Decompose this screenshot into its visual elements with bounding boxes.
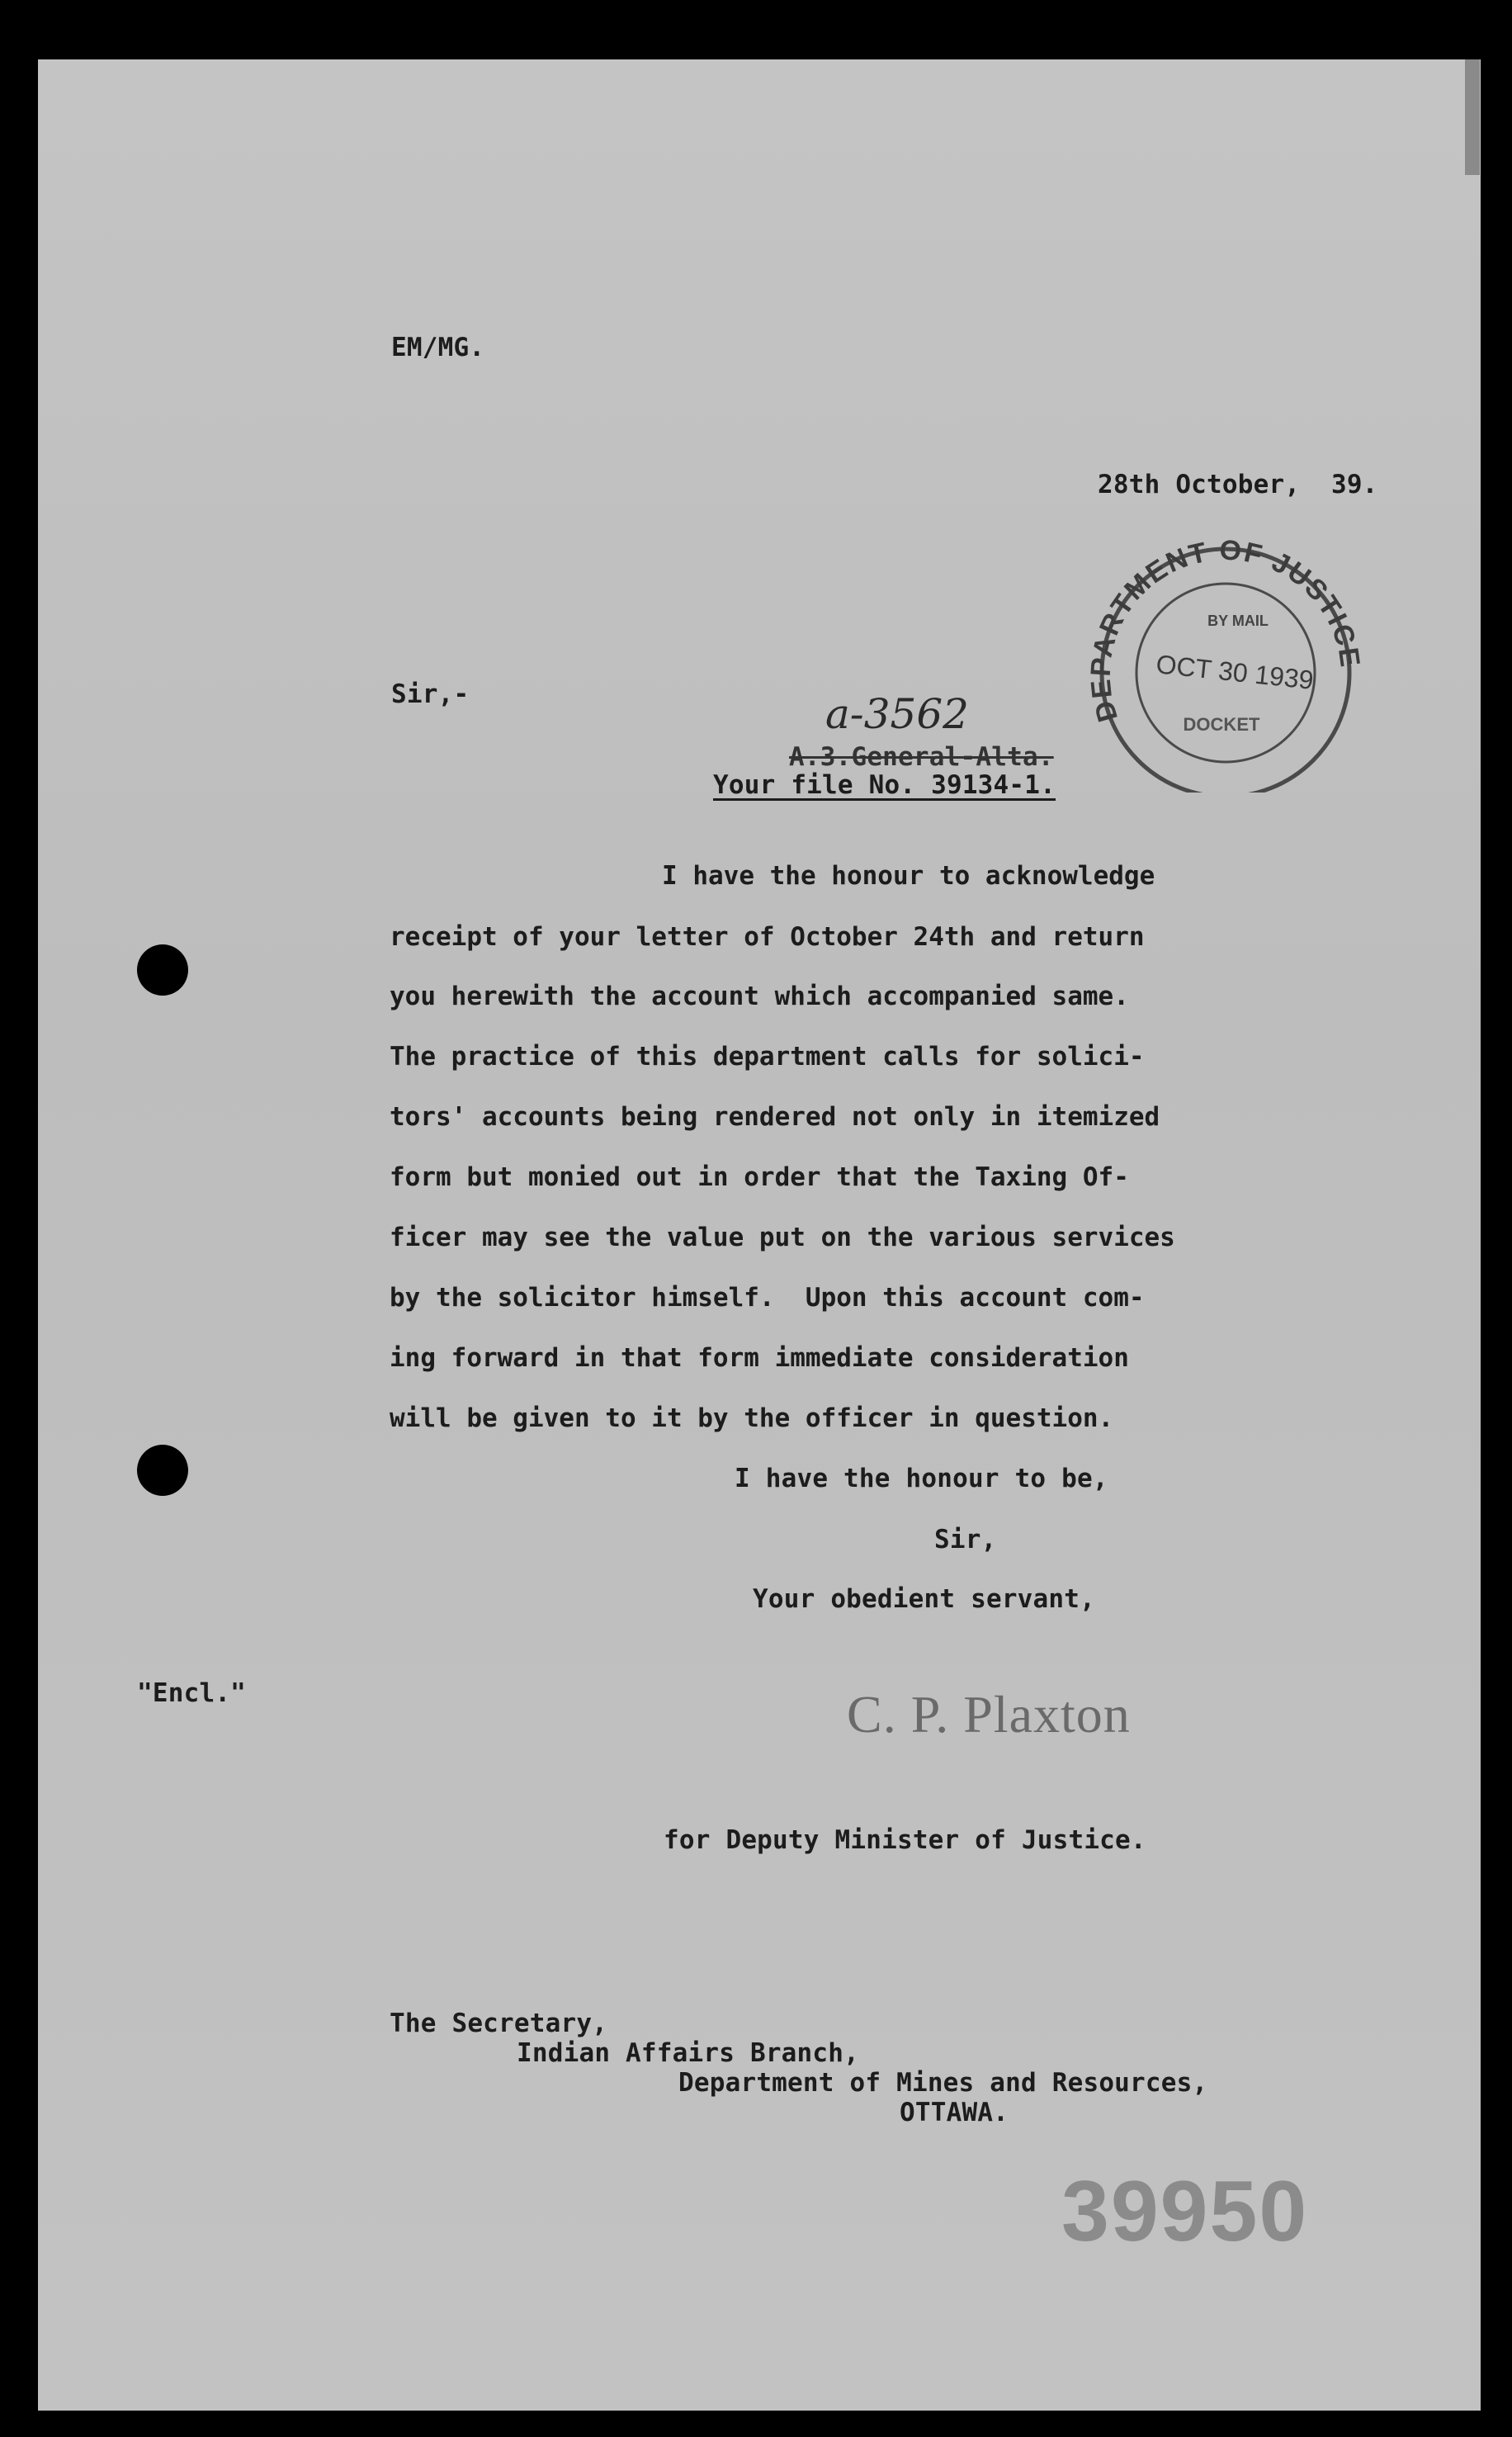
closing-sir: Sir,: [934, 1525, 997, 1554]
stamp-ring-text: DEPARTMENT OF JUSTICE: [1084, 534, 1367, 726]
page-edge-curl: [1465, 59, 1480, 175]
punch-hole-bottom: [137, 1445, 188, 1496]
body-line: ficer may see the value put on the various services: [390, 1223, 1175, 1252]
body-line: you herewith the account which accompanied same.: [390, 982, 1129, 1011]
received-stamp: [1061, 528, 1374, 793]
body-line: tors' accounts being rendered not only in itemized: [390, 1102, 1160, 1132]
body-line: The practice of this department calls for solici-: [390, 1042, 1145, 1072]
salutation: Sir,-: [391, 679, 470, 709]
signature-title: for Deputy Minister of Justice.: [664, 1825, 1146, 1855]
body-line: form but monied out in order that the Taxing Of-: [390, 1162, 1129, 1192]
body-line: will be given to it by the officer in question.: [390, 1403, 1114, 1433]
address-line-4: OTTAWA.: [900, 2098, 1009, 2127]
stamp-date: OCT 30 1939: [1155, 649, 1316, 695]
filing-number: 39950: [1061, 2164, 1309, 2260]
letter-date: 28th October, 39.: [1098, 470, 1378, 499]
address-line-2: Indian Affairs Branch,: [517, 2038, 859, 2068]
body-line: by the solicitor himself. Upon this account com-: [390, 1283, 1145, 1313]
address-line-1: The Secretary,: [390, 2009, 608, 2038]
closing-servant: Your obedient servant,: [753, 1584, 1095, 1614]
struck-file-ref: A.3.General-Alta.: [789, 742, 1054, 772]
closing-line: I have the honour to be,: [735, 1464, 1108, 1493]
body-line: I have the honour to acknowledge: [662, 861, 1155, 891]
address-line-3: Department of Mines and Resources,: [678, 2068, 1208, 2098]
svg-text:DEPARTMENT OF JUSTICE: [1085, 535, 1366, 726]
body-line: ing forward in that form immediate consideration: [390, 1343, 1129, 1373]
file-reference: Your file No. 39134-1.: [713, 770, 1056, 800]
signature-stamp: C. P. Plaxton: [847, 1685, 1131, 1744]
enclosure-note: "Encl.": [137, 1678, 247, 1708]
handwritten-file-ref: a-3562: [825, 690, 969, 738]
body-line: receipt of your letter of October 24th and return: [390, 922, 1145, 952]
punch-hole-top: [137, 944, 188, 996]
stamp-by-mail: BY MAIL: [1207, 613, 1269, 629]
stamp-docket: DOCKET: [1183, 714, 1260, 735]
reference-initials: EM/MG.: [391, 333, 485, 362]
